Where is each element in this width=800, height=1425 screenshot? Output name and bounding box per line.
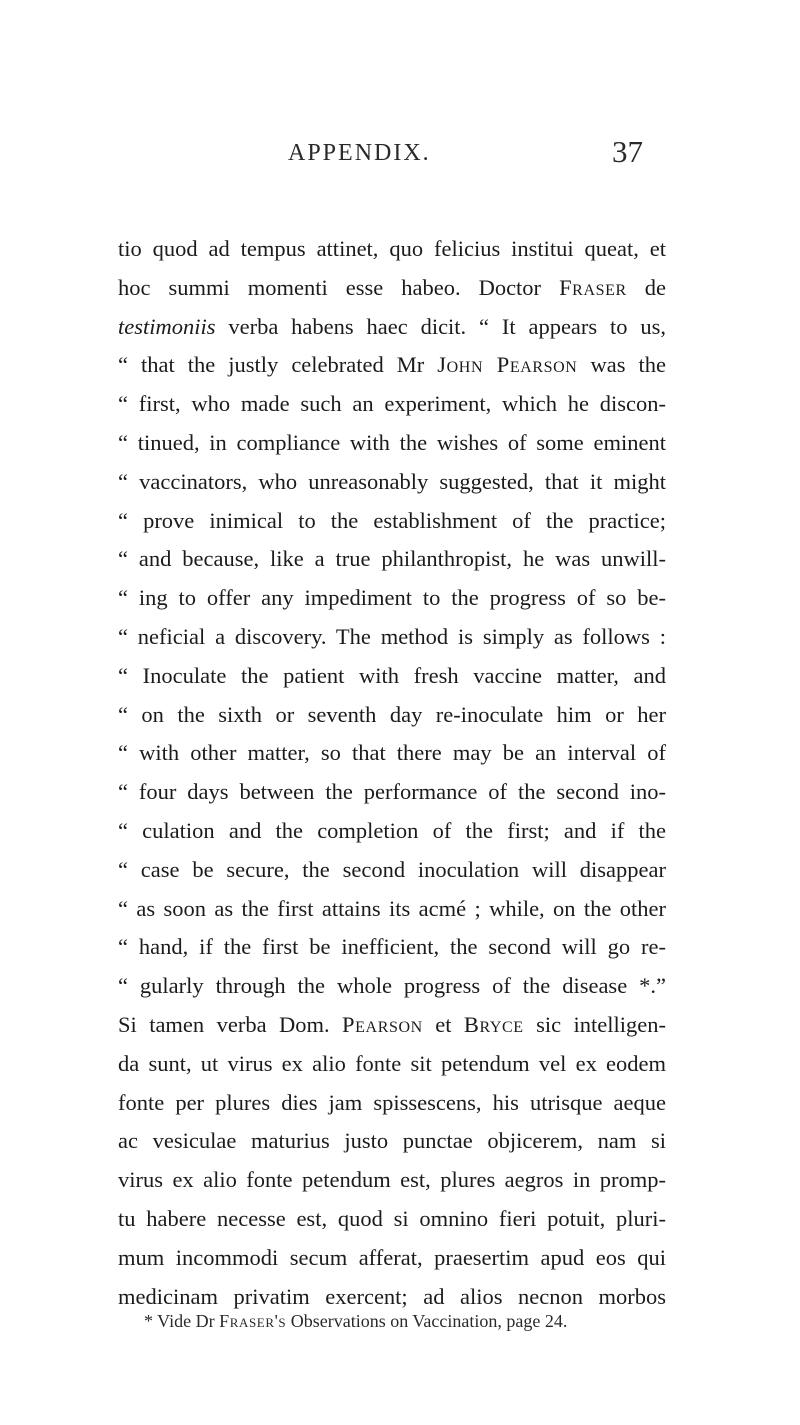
text-line: fonte per plures dies jam spissescens, his utrisque aeque [118, 1089, 666, 1115]
text-line: tu habere necesse est, quod si omnino fieri potuit, pluri- [118, 1205, 666, 1231]
text-line: “ ing to offer any impediment to the progress of so be- [118, 585, 666, 611]
body-text [118, 230, 666, 1316]
text-span: was the [577, 352, 666, 378]
text-line: virus ex alio fonte petendum est, plures aegros in promp- [118, 1167, 666, 1193]
text-line: “ neficial a discovery. The method is simply as follows : [118, 623, 666, 649]
footnote [144, 1311, 664, 1332]
author-name: Fraser [559, 274, 627, 300]
author-name: Pearson [342, 1011, 423, 1037]
text-line: “ hand, if the first be inefficient, the second will go re- [118, 934, 666, 960]
text-line: tio quod ad tempus attinet, quo felicius institui queat, et [118, 236, 666, 261]
text-span: sic intelligen- [523, 1011, 666, 1037]
author-name: Fraser's [219, 1311, 287, 1331]
text-span: * Vide Dr [144, 1311, 220, 1331]
text-span: de [626, 274, 666, 300]
text-span: Observations on Vaccination, page 24. [286, 1311, 568, 1331]
text-line: “ as soon as the first attains its acmé ; while, on the other [118, 895, 666, 921]
text-line: “ prove inimical to the establishment of the practice; [118, 507, 666, 533]
text-line: medicinam privatim exercent; ad alios necnon morbos [118, 1283, 666, 1309]
running-head [0, 134, 800, 180]
text-span: hoc summi momenti esse habeo. Doctor [118, 274, 560, 300]
text-line: “ on the sixth or seventh day re-inoculate him or her [118, 701, 666, 727]
running-title: APPENDIX. [288, 140, 431, 166]
text-line [118, 269, 666, 308]
author-name: John Pearson [437, 352, 578, 378]
text-line: “ vaccinators, who unreasonably suggested, that it might [118, 468, 666, 494]
text-line: ac vesiculae maturius justo punctae objicerem, nam si [118, 1128, 666, 1154]
text-line: mum incommodi secum afferat, praesertim apud eos qui [118, 1244, 666, 1270]
text-line: “ culation and the completion of the first; and if the [118, 817, 666, 843]
text-line [118, 346, 666, 385]
text-line: “ and because, like a true philanthropist, he was unwill- [118, 546, 666, 572]
text-line: da sunt, ut virus ex alio fonte sit petendum vel ex eodem [118, 1050, 666, 1076]
author-name: Bryce [463, 1011, 524, 1037]
text-line: “ Inoculate the patient with fresh vaccine matter, and [118, 662, 666, 688]
text-line: “ tinued, in compliance with the wishes of some eminent [118, 429, 666, 455]
text-line: “ with other matter, so that there may be an interval of [118, 740, 666, 766]
italic-word: testimoniis [118, 313, 216, 339]
text-span: “ that the justly celebrated Mr [118, 352, 438, 378]
text-span: verba habens haec dicit. “ It appears to us, [215, 313, 666, 339]
page-number: 37 [612, 134, 643, 169]
text-line: “ gularly through the whole progress of the disease *.” [118, 973, 666, 999]
text-line: “ four days between the performance of the second ino- [118, 779, 666, 805]
text-line: “ case be secure, the second inoculation will disappear [118, 856, 666, 882]
text-line [118, 1006, 666, 1045]
text-line [118, 308, 666, 347]
text-span: Si tamen verba Dom. [118, 1011, 343, 1037]
text-span: et [422, 1011, 464, 1037]
text-line: “ first, who made such an experiment, which he discon- [118, 391, 666, 417]
